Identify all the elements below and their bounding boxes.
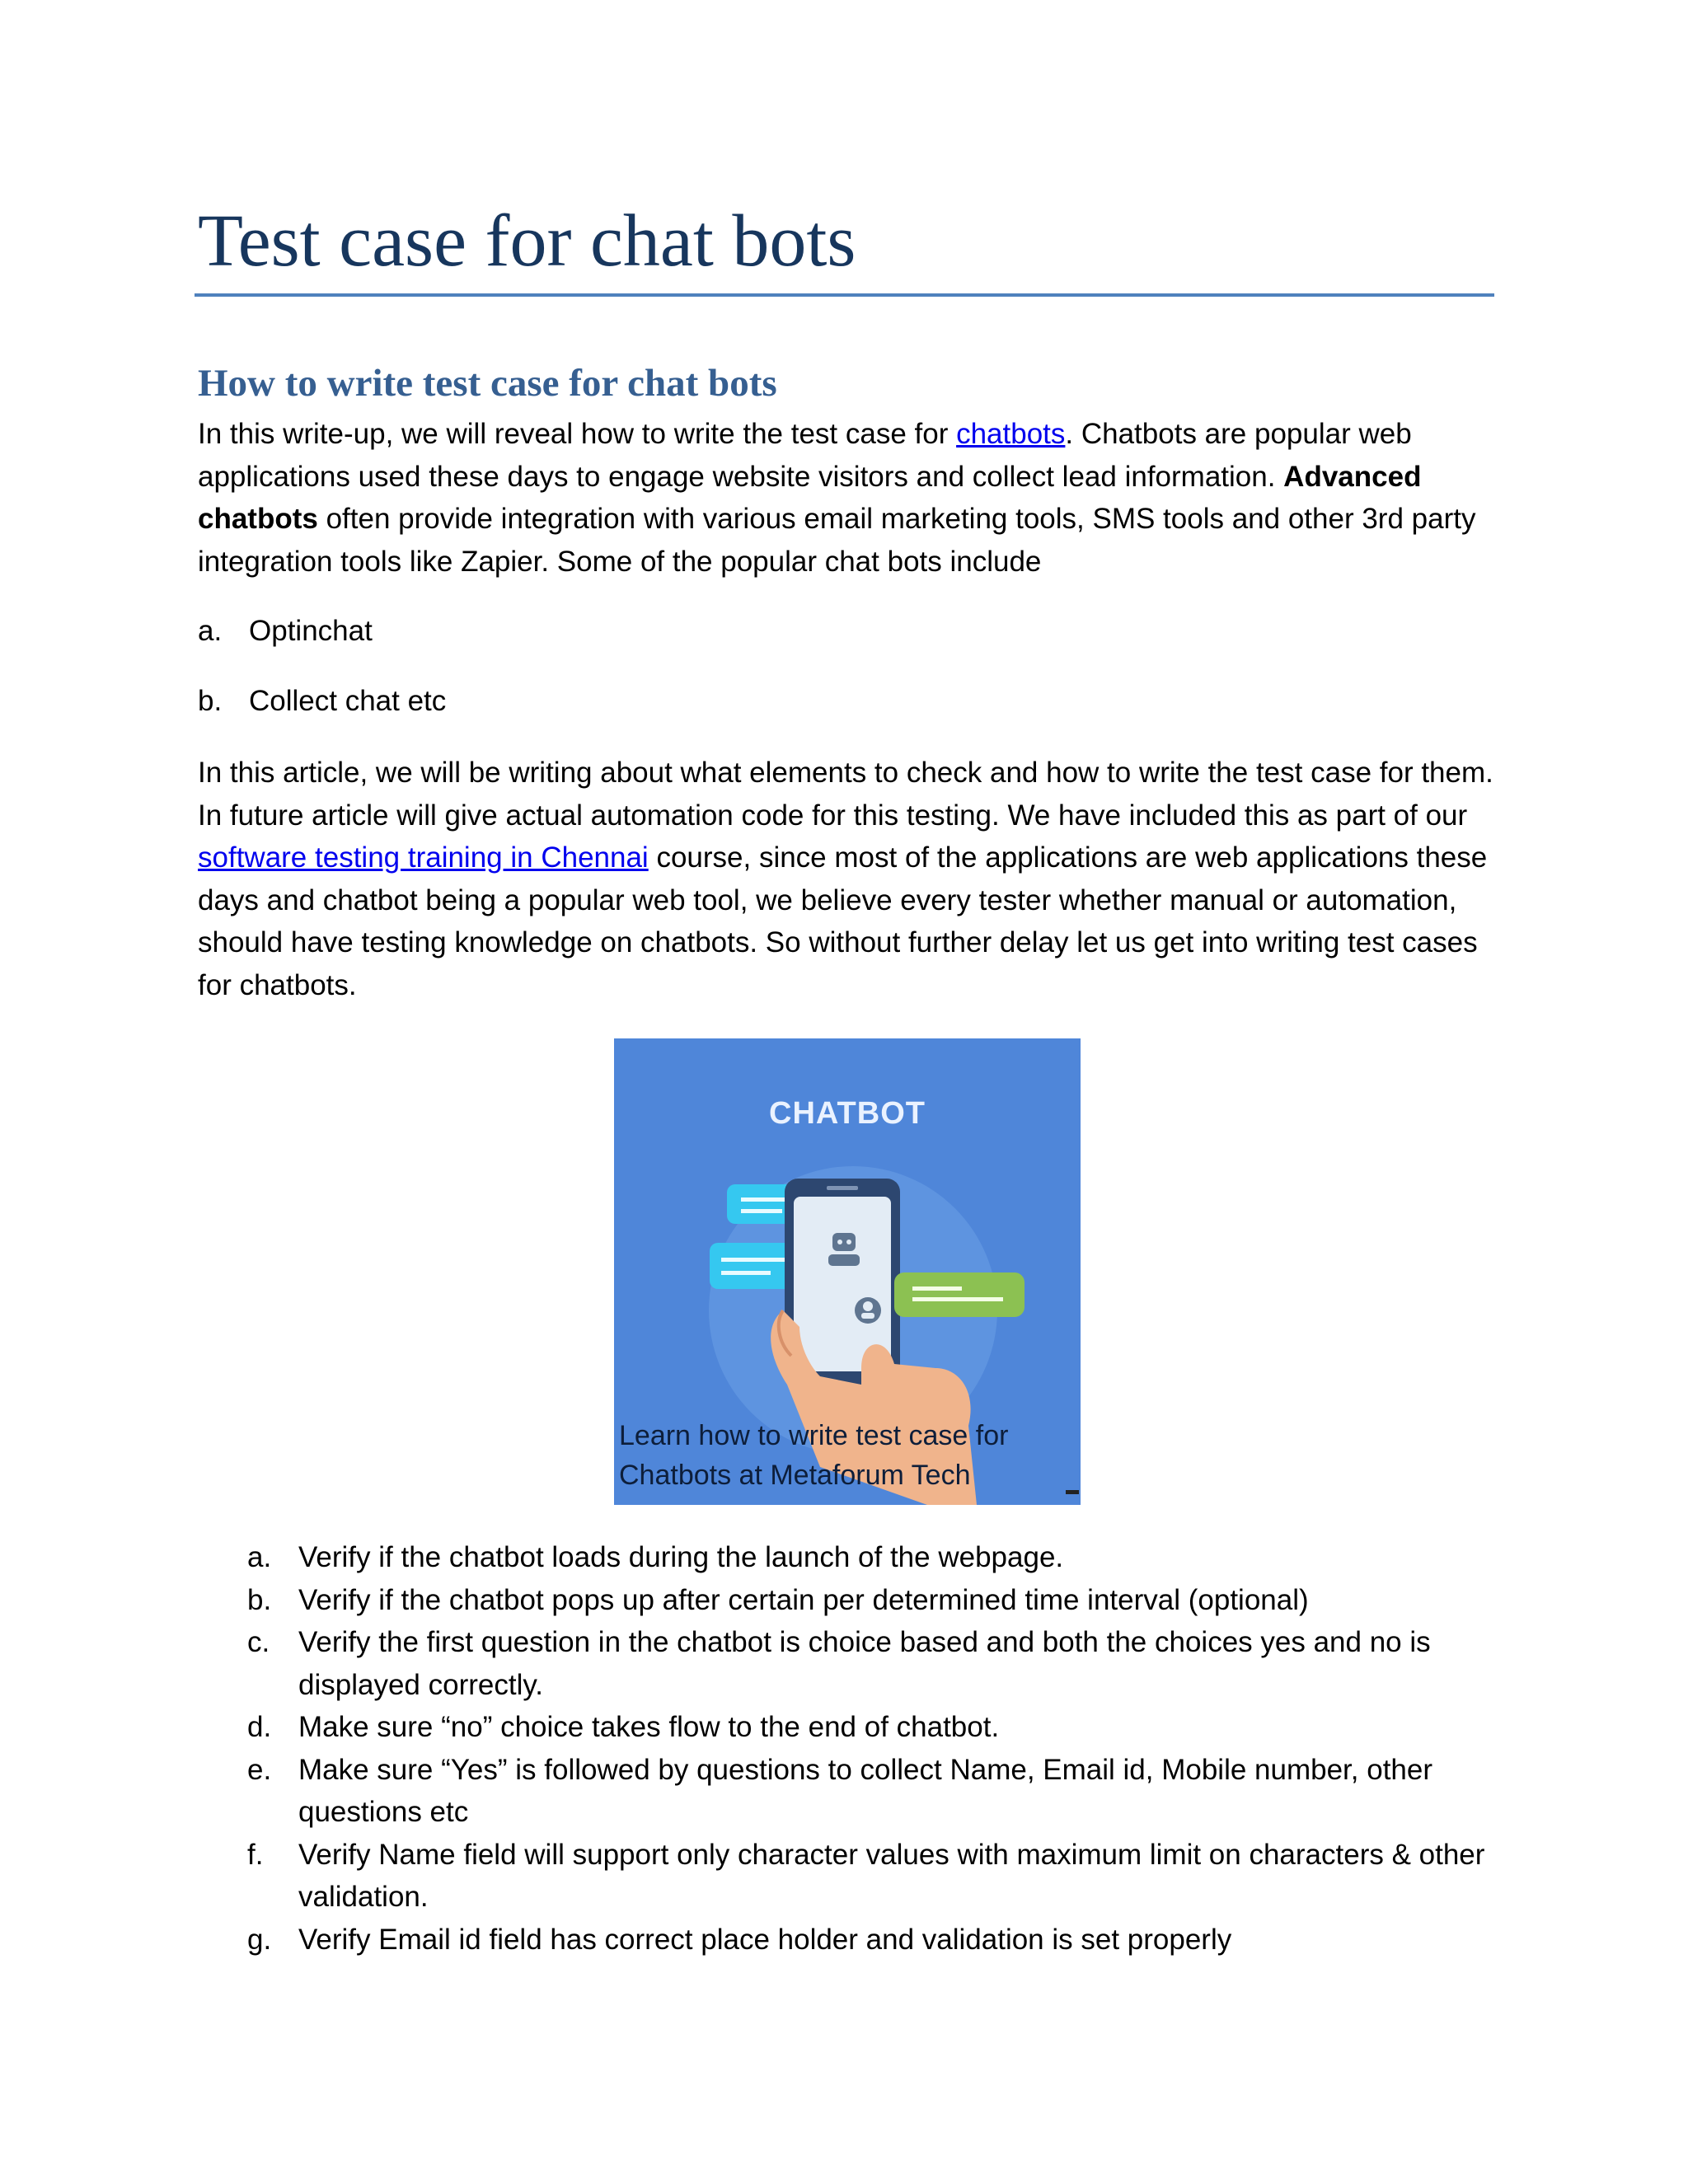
test-cases-list xyxy=(247,1536,1500,1961)
intro-text-1: In this write-up, we will reveal how to write the test case for xyxy=(198,418,957,450)
test-case-item xyxy=(247,1579,1500,1622)
list-marker: g. xyxy=(247,1923,272,1956)
popular-bots-list-item-b xyxy=(198,680,446,722)
intro-text-3: often provide integration with various email marketing tools, SMS tools and other 3rd party integration tools like Zapier. Some of the popular chat bots include xyxy=(198,503,1476,578)
test-case-item xyxy=(247,1834,1500,1919)
article-paragraph xyxy=(198,752,1500,1006)
test-case-text: Verify if the chatbot loads during the launch of the webpage. xyxy=(298,1541,1064,1573)
list-marker: d. xyxy=(247,1711,272,1743)
list-item xyxy=(198,680,446,722)
figure-caption-line-2: Chatbots at Metaforum Tech xyxy=(619,1460,971,1491)
article-text-2: course, since most of the applications are web applications these days and chatbot being a popular web tool, we believe every tester whether manual or automation, should have testing knowledge on chatbots. So without further delay let us get into writing test cases for chatbots. xyxy=(198,841,1488,1001)
test-case-text: Make sure “Yes” is followed by questions to collect Name, Email id, Mobile number, other questions etc xyxy=(298,1753,1433,1828)
list-item-text: Collect chat etc xyxy=(249,685,447,717)
chatbot-illustration xyxy=(614,1038,1081,1505)
test-case-item xyxy=(247,1749,1500,1834)
article-text-1: In this article, we will be writing about what elements to check and how to write the test case for them. In future article will give actual automation code for this testing. We have included this as part of our xyxy=(198,757,1493,832)
figure-caption xyxy=(619,1416,1081,1495)
chatbots-link[interactable]: chatbots xyxy=(956,418,1066,450)
test-case-text: Verify Email id field has correct place holder and validation is set properly xyxy=(298,1923,1232,1956)
figure-caption-line-1: Learn how to write test case for xyxy=(619,1420,1009,1451)
list-marker: c. xyxy=(247,1626,270,1658)
test-case-item xyxy=(247,1621,1500,1706)
test-case-item xyxy=(247,1706,1500,1749)
list-marker: f. xyxy=(247,1838,264,1871)
intro-bold-text: Advanced chatbots xyxy=(198,460,1422,535)
list-marker: a. xyxy=(198,615,223,647)
test-case-item xyxy=(247,1919,1500,1961)
list-marker: a. xyxy=(247,1541,272,1573)
popular-bots-list-item-a xyxy=(198,610,373,652)
list-marker: b. xyxy=(247,1583,272,1616)
test-case-text: Verify Name field will support only character values with maximum limit on characters & other validation. xyxy=(298,1838,1485,1913)
test-case-text: Verify if the chatbot pops up after certain per determined time interval (optional) xyxy=(298,1583,1309,1616)
test-case-text: Make sure “no” choice takes flow to the end of chatbot. xyxy=(298,1711,1000,1743)
section-heading: How to write test case for chat bots xyxy=(198,362,777,405)
intro-paragraph xyxy=(198,413,1500,583)
test-case-item xyxy=(247,1536,1500,1579)
intro-text-2: . Chatbots are popular web applications used these days to engage website visitors and collect lead information. xyxy=(198,418,1412,493)
title-underline-rule xyxy=(195,293,1494,297)
list-marker: e. xyxy=(247,1753,272,1786)
figure-title: CHATBOT xyxy=(769,1096,926,1131)
document-title: Test case for chat bots xyxy=(198,200,856,282)
list-marker: b. xyxy=(198,685,223,717)
test-case-text: Verify the first question in the chatbot is choice based and both the choices yes and no is displayed correctly. xyxy=(298,1626,1431,1701)
software-testing-training-link[interactable]: software testing training in Chennai xyxy=(198,841,649,874)
list-item xyxy=(198,610,373,652)
list-item-text: Optinchat xyxy=(249,615,373,647)
